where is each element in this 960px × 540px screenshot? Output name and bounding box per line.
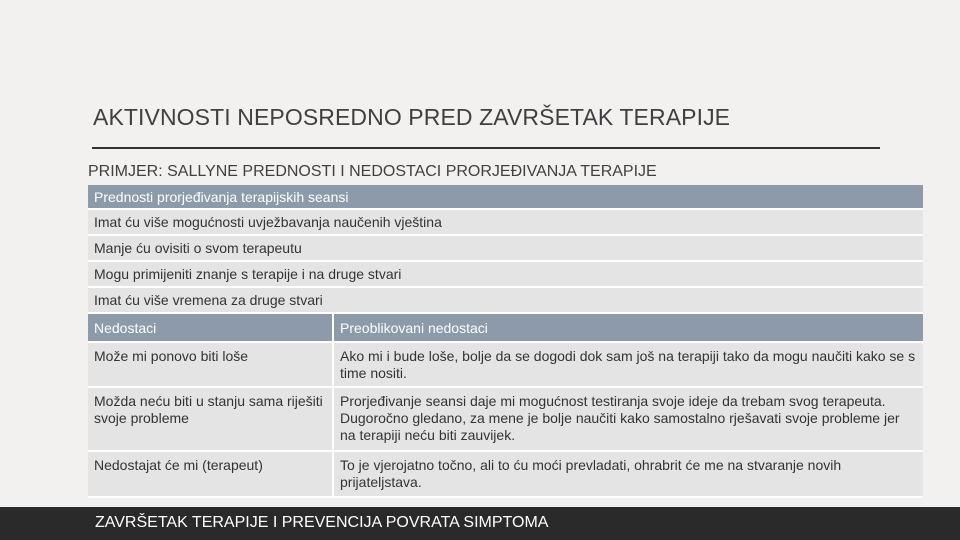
reframed-cell: Prorjeđivanje seansi daje mi mogućnost testiranja svoje ideje da trebam svog terapeuta. Dugoročno gledano, za mene je bolje naučiti kako samostalno rješavati svoje probleme jer na terapiji neću biti zauvijek.: [334, 388, 923, 452]
disadvantages-header: Nedostaci: [88, 314, 334, 343]
advantage-item: Imat ću više vremena za druge stvari: [88, 288, 923, 314]
reframed-cell: Ako mi i bude loše, bolje da se dogodi dok sam još na terapiji tako da mogu naučiti kako se s time nositi.: [334, 343, 923, 388]
disadvantage-cell: Može mi ponovo biti loše: [88, 343, 334, 388]
advantage-item: Mogu primijeniti znanje s terapije i na druge stvari: [88, 262, 923, 288]
title-divider: [92, 147, 880, 149]
disadvantage-cell: Nedostajat će mi (terapeut): [88, 452, 334, 498]
reframed-disadvantages-header: Preoblikovani nedostaci: [334, 314, 923, 343]
advantage-item: Manje ću ovisiti o svom terapeutu: [88, 236, 923, 262]
comparison-table: [88, 185, 923, 498]
disadvantages-grid: [88, 314, 923, 498]
advantages-header: Prednosti prorjeđivanja terapijskih seansi: [88, 185, 923, 210]
advantage-item: Imat ću više mogućnosti uvježbavanja naučenih vještina: [88, 210, 923, 236]
disadvantage-cell: Možda neću biti u stanju sama riješiti svoje probleme: [88, 388, 334, 452]
slide-title: AKTIVNOSTI NEPOSREDNO PRED ZAVRŠETAK TERAPIJE: [93, 104, 731, 130]
footer-title: ZAVRŠETAK TERAPIJE I PREVENCIJA POVRATA SIMPTOMA: [95, 514, 549, 531]
slide-subtitle: PRIMJER: SALLYNE PREDNOSTI I NEDOSTACI PRORJEĐIVANJA TERAPIJE: [88, 163, 657, 180]
reframed-cell: To je vjerojatno točno, ali to ću moći prevladati, ohrabrit će me na stvaranje novih prijateljstava.: [334, 452, 923, 498]
